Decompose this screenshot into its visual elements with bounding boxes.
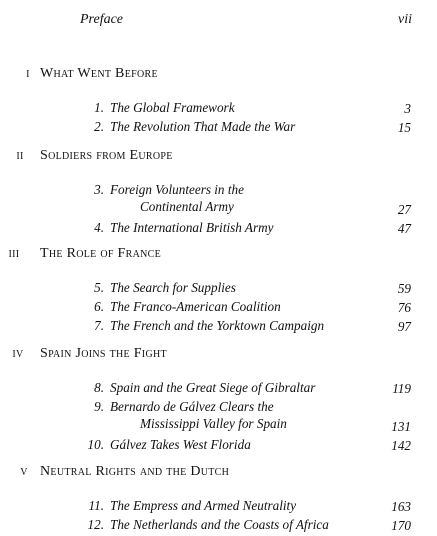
chapter-title: The Global Framework — [110, 100, 235, 115]
chapter-page-number: 97 — [397, 319, 411, 334]
part-2 — [0, 148, 437, 239]
chapter-number: 11. — [88, 498, 104, 513]
chapter-page-number: 170 — [391, 518, 411, 533]
chapter-title-line-1: Foreign Volunteers in the — [110, 182, 244, 197]
part-heading — [0, 66, 437, 86]
chapter-entry — [0, 119, 437, 138]
chapter-number: 5. — [94, 280, 104, 295]
part-title: What Went Before — [40, 66, 158, 81]
chapter-number: 9. — [94, 399, 104, 414]
part-5 — [0, 464, 437, 536]
chapter-page-number: 27 — [397, 202, 411, 217]
preface-title: Preface — [80, 12, 124, 27]
part-4 — [0, 346, 437, 456]
part-heading — [0, 346, 437, 366]
preface-entry — [80, 12, 420, 30]
chapter-number: 7. — [94, 318, 104, 333]
chapter-page-number: 142 — [391, 438, 411, 453]
chapter-entry — [0, 498, 437, 517]
chapter-entry — [0, 399, 437, 437]
chapter-entry — [0, 299, 437, 318]
chapter-title: The Netherlands and the Coasts of Africa — [110, 517, 329, 532]
part-numeral: I — [26, 69, 30, 80]
part-numeral: II — [16, 151, 24, 162]
chapter-number: 1. — [94, 100, 104, 115]
part-title: Neutral Rights and the Dutch — [40, 464, 230, 479]
chapter-page-number: 47 — [397, 221, 411, 236]
part-numeral: V — [20, 467, 28, 478]
chapter-page-number: 15 — [397, 120, 411, 135]
chapter-title: The International British Army — [110, 220, 274, 235]
chapter-list — [0, 100, 437, 138]
chapter-entry — [0, 280, 437, 299]
chapter-page-number: 59 — [397, 281, 411, 296]
chapter-title: Spain and the Great Siege of Gibraltar — [110, 380, 316, 395]
part-heading — [0, 148, 437, 168]
chapter-list — [0, 280, 437, 337]
chapter-page-number: 163 — [391, 499, 411, 514]
part-title: Spain Joins the Fight — [40, 346, 167, 361]
chapter-number: 2. — [94, 119, 104, 134]
chapter-title: The Franco-American Coalition — [110, 299, 281, 314]
chapter-title-line-1: Bernardo de Gálvez Clears the — [110, 399, 274, 414]
chapter-title — [110, 182, 244, 215]
chapter-entry — [0, 380, 437, 399]
chapter-title: The Revolution That Made the War — [110, 119, 296, 134]
part-title: The Role of France — [40, 246, 162, 261]
chapter-entry — [0, 517, 437, 536]
chapter-number: 8. — [94, 380, 104, 395]
part-3 — [0, 246, 437, 337]
chapter-entry — [0, 437, 437, 456]
chapter-list — [0, 498, 437, 536]
chapter-title: The French and the Yorktown Campaign — [110, 318, 325, 333]
chapter-number: 10. — [87, 437, 104, 452]
chapter-page-number: 76 — [397, 300, 411, 315]
preface-page-number: vii — [398, 12, 412, 27]
part-heading — [0, 464, 437, 484]
chapter-title: The Empress and Armed Neutrality — [110, 498, 297, 513]
chapter-page-number: 119 — [392, 381, 411, 396]
chapter-entry — [0, 100, 437, 119]
chapter-number: 12. — [87, 517, 104, 532]
part-numeral: IV — [12, 349, 24, 360]
part-1 — [0, 66, 437, 138]
chapter-list — [0, 182, 437, 239]
chapter-title: The Search for Supplies — [110, 280, 236, 295]
chapter-title-line-2: Continental Army — [140, 199, 234, 214]
part-numeral: III — [8, 249, 20, 260]
chapter-entry — [0, 220, 437, 239]
part-heading — [0, 246, 437, 266]
chapter-title — [110, 399, 287, 432]
chapter-title-line-2: Mississippi Valley for Spain — [140, 416, 287, 431]
chapter-list — [0, 380, 437, 456]
chapter-number: 3. — [94, 182, 104, 197]
chapter-number: 6. — [94, 299, 104, 314]
chapter-entry — [0, 318, 437, 337]
chapter-page-number: 3 — [404, 101, 411, 116]
chapter-title: Gálvez Takes West Florida — [110, 437, 251, 452]
part-title: Soldiers from Europe — [40, 148, 173, 163]
chapter-entry — [0, 182, 437, 220]
chapter-page-number: 131 — [391, 419, 411, 434]
chapter-number: 4. — [94, 220, 104, 235]
